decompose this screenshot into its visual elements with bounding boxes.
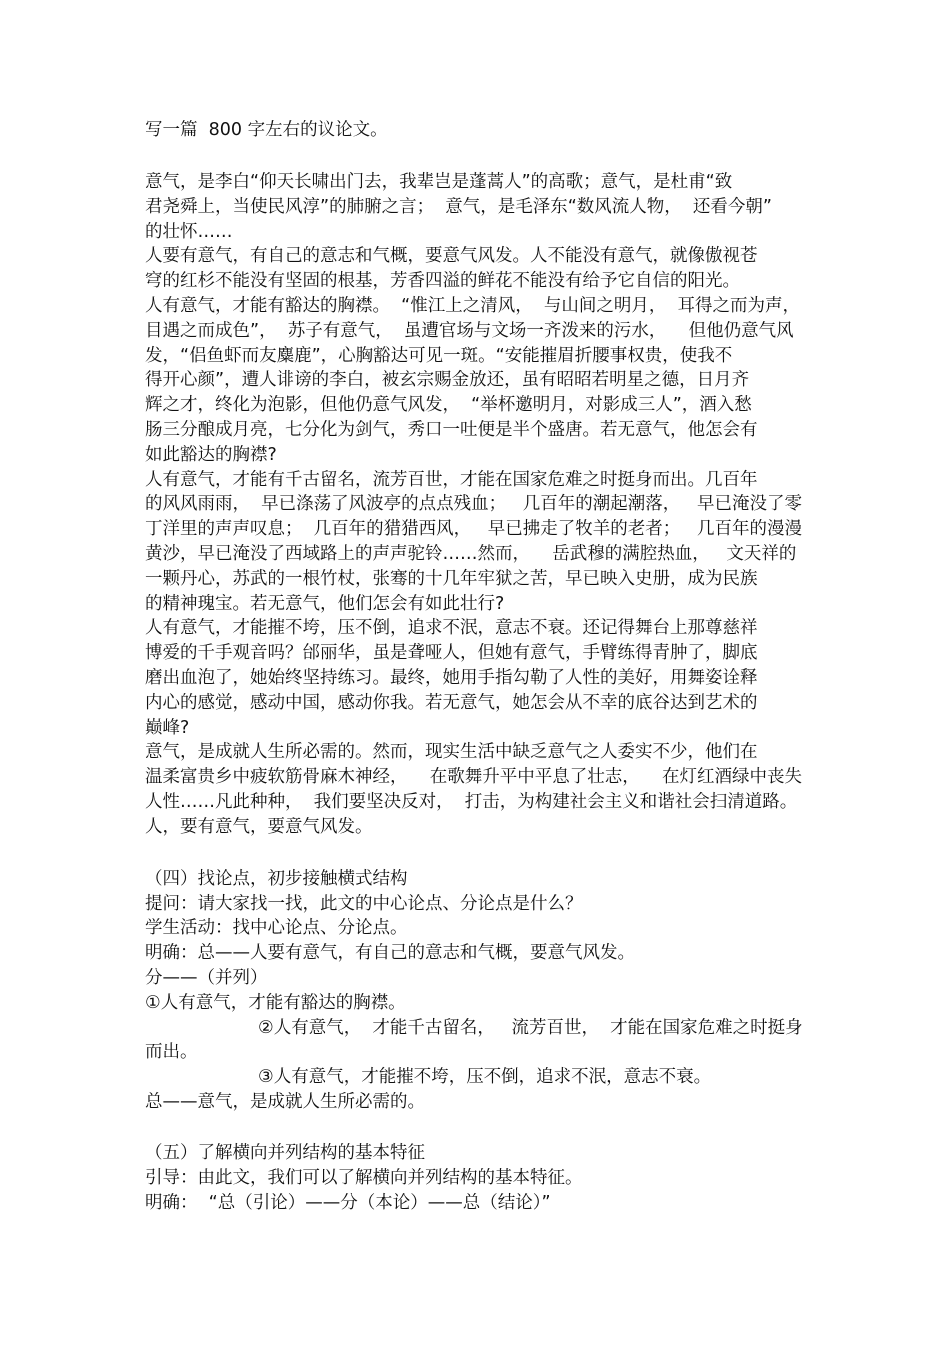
lesson-line: 明确：总——人要有意气，有自己的意志和气概，要意气风发。 [145, 943, 635, 963]
essay-line: 人有意气，才能有千古留名，流芳百世，才能在国家危难之时挺身而出。几百年 [145, 470, 758, 490]
essay-line: 目遇之而成色”， 苏子有意气， 虽遭官场与文场一齐泼来的污水， 但他仍意气风 [145, 321, 794, 341]
essay-line: 得开心颜”，遭人诽谤的李白，被玄宗赐金放还，虽有昭昭若明星之德，日月齐 [145, 370, 750, 390]
essay-line: 意气，是李白“仰天长啸出门去，我辈岂是蓬蒿人”的高歌；意气，是杜甫“致 [145, 172, 733, 192]
lesson-line: 明确： “总（引论）——分（本论）——总（结论）” [145, 1193, 551, 1213]
essay-line: 辉之才，终化为泡影，但他仍意气风发， “举杯邀明月，对影成三人”，酒入愁 [145, 395, 752, 415]
essay-line: 磨出血泡了，她始终坚持练习。最终，她用手指勾勒了人性的美好，用舞姿诠释 [145, 668, 758, 688]
essay-line: 的精神瑰宝。若无意气，他们怎会有如此壮行? [145, 594, 505, 614]
section-heading: （四）找论点，初步接触横式结构 [145, 869, 408, 889]
essay-line: 如此豁达的胸襟? [145, 445, 277, 465]
lesson-line: 学生活动：找中心论点、分论点。 [145, 918, 408, 938]
essay-line: 内心的感觉，感动中国，感动你我。若无意气，她怎会从不幸的底谷达到艺术的 [145, 693, 758, 713]
essay-line: 的风风雨雨， 早已涤荡了风波亭的点点残血； 几百年的潮起潮落， 早已淹没了零 [145, 494, 802, 514]
essay-line: 黄沙，早已淹没了西域路上的声声驼铃……然而， 岳武穆的满腔热血， 文天祥的 [145, 544, 797, 564]
essay-line: 发，“侣鱼虾而友麋鹿”，心胸豁达可见一斑。“安能摧眉折腰事权贵，使我不 [145, 346, 733, 366]
sub-point: ①人有意气，才能有豁达的胸襟。 [145, 993, 406, 1013]
essay-line: 人要有意气，有自己的意志和气概，要意气风发。人不能没有意气，就像傲视苍 [145, 246, 758, 266]
lesson-line: 总——意气，是成就人生所必需的。 [145, 1092, 425, 1112]
assignment-prompt: 写一篇 800 字左右的议论文。 [145, 120, 388, 140]
essay-line: 肠三分酿成月亮，七分化为剑气，秀口一吐便是半个盛唐。若无意气，他怎会有 [145, 420, 758, 440]
sub-point: ③人有意气，才能摧不垮，压不倒，追求不泯，意志不衰。 [258, 1067, 712, 1087]
essay-line: 温柔富贵乡中疲软筋骨麻木神经， 在歌舞升平中平息了壮志， 在灯红酒绿中丧失 [145, 767, 802, 787]
sub-point-continued: 而出。 [145, 1042, 198, 1062]
essay-line: 穹的红杉不能没有坚固的根基，芳香四溢的鲜花不能没有给予它自信的阳光。 [145, 271, 740, 291]
essay-line: 君尧舜上，当使民风淳”的肺腑之言； 意气，是毛泽东“数风流人物， 还看今朝” [145, 197, 772, 217]
essay-line: 丁洋里的声声叹息； 几百年的猎猎西风， 早已拂走了牧羊的老者； 几百年的漫漫 [145, 519, 802, 539]
section-heading: （五）了解横向并列结构的基本特征 [145, 1143, 425, 1163]
lesson-line: 提问：请大家找一找，此文的中心论点、分论点是什么？ [145, 894, 583, 914]
essay-line: 人，要有意气，要意气风发。 [145, 817, 373, 837]
lesson-line: 引导：由此文，我们可以了解横向并列结构的基本特征。 [145, 1168, 583, 1188]
essay-line: 的壮怀…… [145, 222, 233, 242]
essay-line: 意气，是成就人生所必需的。然而，现实生活中缺乏意气之人委实不少，他们在 [145, 742, 758, 762]
essay-line: 人性……凡此种种， 我们要坚决反对， 打击，为构建社会主义和谐社会扫清道路。 [145, 792, 798, 812]
essay-line: 人有意气，才能摧不垮，压不倒，追求不泯，意志不衰。还记得舞台上那尊慈祥 [145, 618, 758, 638]
essay-line: 人有意气，才能有豁达的胸襟。 “惟江上之清风， 与山间之明月， 耳得之而为声， [145, 296, 800, 316]
lesson-line: 分——（并列） [145, 968, 268, 988]
essay-line: 一颗丹心，苏武的一根竹杖，张骞的十几年牢狱之苦，早已映入史册，成为民族 [145, 569, 758, 589]
essay-line: 博爱的千手观音吗？邰丽华，虽是聋哑人，但她有意气，手臂练得青肿了，脚底 [145, 643, 758, 663]
sub-point: ②人有意气， 才能千古留名， 流芳百世， 才能在国家危难之时挺身 [258, 1018, 803, 1038]
essay-line: 巅峰? [145, 718, 190, 738]
